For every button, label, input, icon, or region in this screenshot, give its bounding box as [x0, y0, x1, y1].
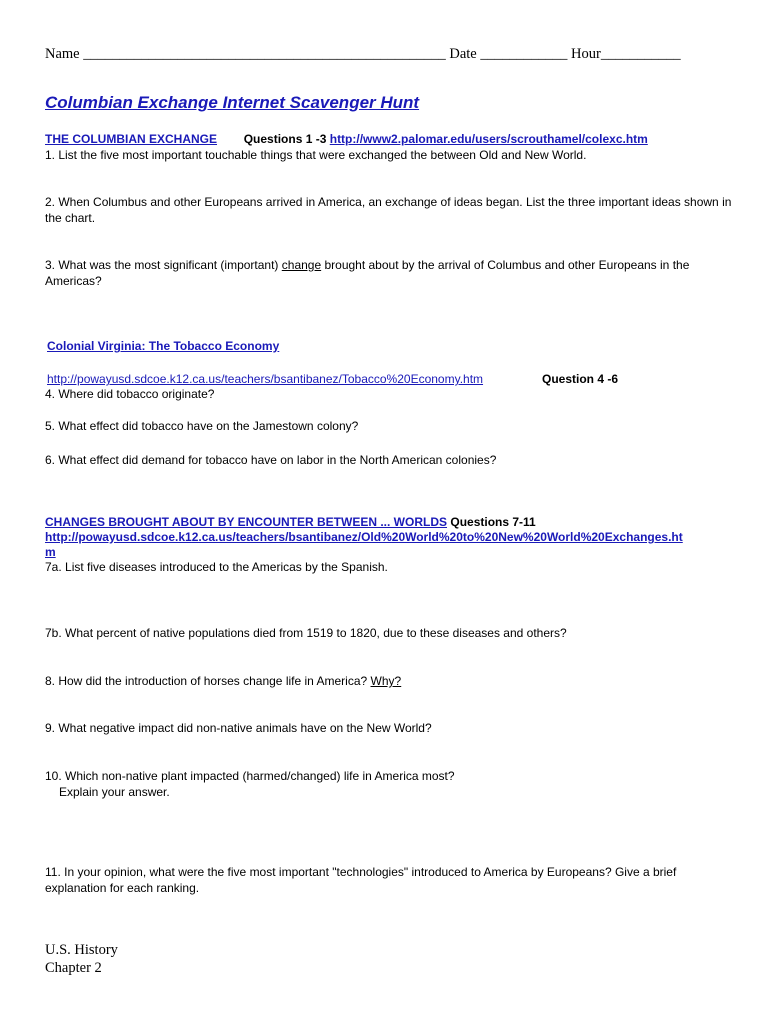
section3-url-link-cont[interactable]: m: [45, 545, 56, 559]
question-3-underlined: change: [281, 258, 322, 272]
question-8: [45, 673, 401, 689]
date-blank[interactable]: ____________: [480, 46, 568, 62]
question-1: 1. List the five most important touchable things that were exchanged the between Old and New World.: [45, 148, 587, 162]
question-10-line2: Explain your answer.: [59, 785, 170, 799]
section3-questions-label: Questions 7-11: [450, 515, 536, 529]
section1-heading-link[interactable]: THE COLUMBIAN EXCHANGE: [45, 132, 218, 146]
hour-label: Hour: [571, 46, 601, 62]
section2-url-line: [47, 371, 483, 387]
question-4: 4. Where did tobacco originate?: [45, 387, 215, 401]
section3-heading-link[interactable]: CHANGES BROUGHT ABOUT BY ENCOUNTER BETWEEN ... WORLDS: [45, 515, 448, 529]
section1-url-link[interactable]: http://www2.palomar.edu/users/scrouthamel/colexc.htm: [329, 132, 648, 146]
section1-questions-label: Questions 1 -3: [243, 132, 327, 146]
question-10-line1: 10. Which non-native plant impacted (harmed/changed) life in America most?: [45, 769, 455, 783]
section3-url-link[interactable]: http://powayusd.sdcoe.k12.ca.us/teachers/bsantibanez/Old%20World%20to%20New%20World%20Exchanges.ht: [45, 530, 683, 544]
question-8-underlined: Why?: [370, 674, 402, 688]
question-9: 9. What negative impact did non-native animals have on the New World?: [45, 721, 432, 735]
date-label: Date: [449, 46, 477, 62]
name-label: Name: [45, 46, 80, 62]
question-2: 2. When Columbus and other Europeans arrived in America, an exchange of ideas began. List the three important ideas shown in the chart.: [45, 195, 732, 225]
question-5: 5. What effect did tobacco have on the Jamestown colony?: [45, 419, 359, 433]
name-blank[interactable]: __________________________________________________: [83, 46, 446, 62]
question-3-text-before: 3. What was the most significant (important): [45, 258, 282, 272]
question-3-text-after: brought about by the arrival of Columbus and other Europeans in the Americas?: [45, 258, 690, 288]
section1-header: [45, 131, 648, 147]
question-3: [45, 257, 735, 289]
section3-header: [45, 514, 536, 530]
question-6: 6. What effect did demand for tobacco have on labor in the North American colonies?: [45, 453, 497, 467]
question-8-text: 8. How did the introduction of horses change life in America?: [45, 674, 371, 688]
section2-url-link[interactable]: http://powayusd.sdcoe.k12.ca.us/teachers/bsantibanez/Tobacco%20Economy.htm: [47, 372, 484, 386]
question-7a: 7a. List five diseases introduced to the Americas by the Spanish.: [45, 560, 388, 574]
section3-url-line2: [45, 544, 56, 560]
header-fields: [45, 46, 681, 63]
section2-questions-label: Question 4 -6: [542, 372, 619, 386]
section2-header: [47, 338, 279, 354]
question-7b: 7b. What percent of native populations died from 1519 to 1820, due to these diseases and others?: [45, 626, 567, 640]
question-11: 11. In your opinion, what were the five most important "technologies" introduced to America by Europeans? Give a brief explanation for each ranking.: [45, 865, 677, 895]
section3-url-line1: [45, 529, 683, 545]
section2-heading-link[interactable]: Colonial Virginia: The Tobacco Economy: [47, 339, 280, 353]
footer-course: U.S. History: [45, 942, 118, 958]
footer-chapter: Chapter 2: [45, 960, 102, 976]
page-title: Columbian Exchange Internet Scavenger Hunt: [45, 93, 420, 112]
hour-blank[interactable]: ___________: [600, 46, 681, 62]
